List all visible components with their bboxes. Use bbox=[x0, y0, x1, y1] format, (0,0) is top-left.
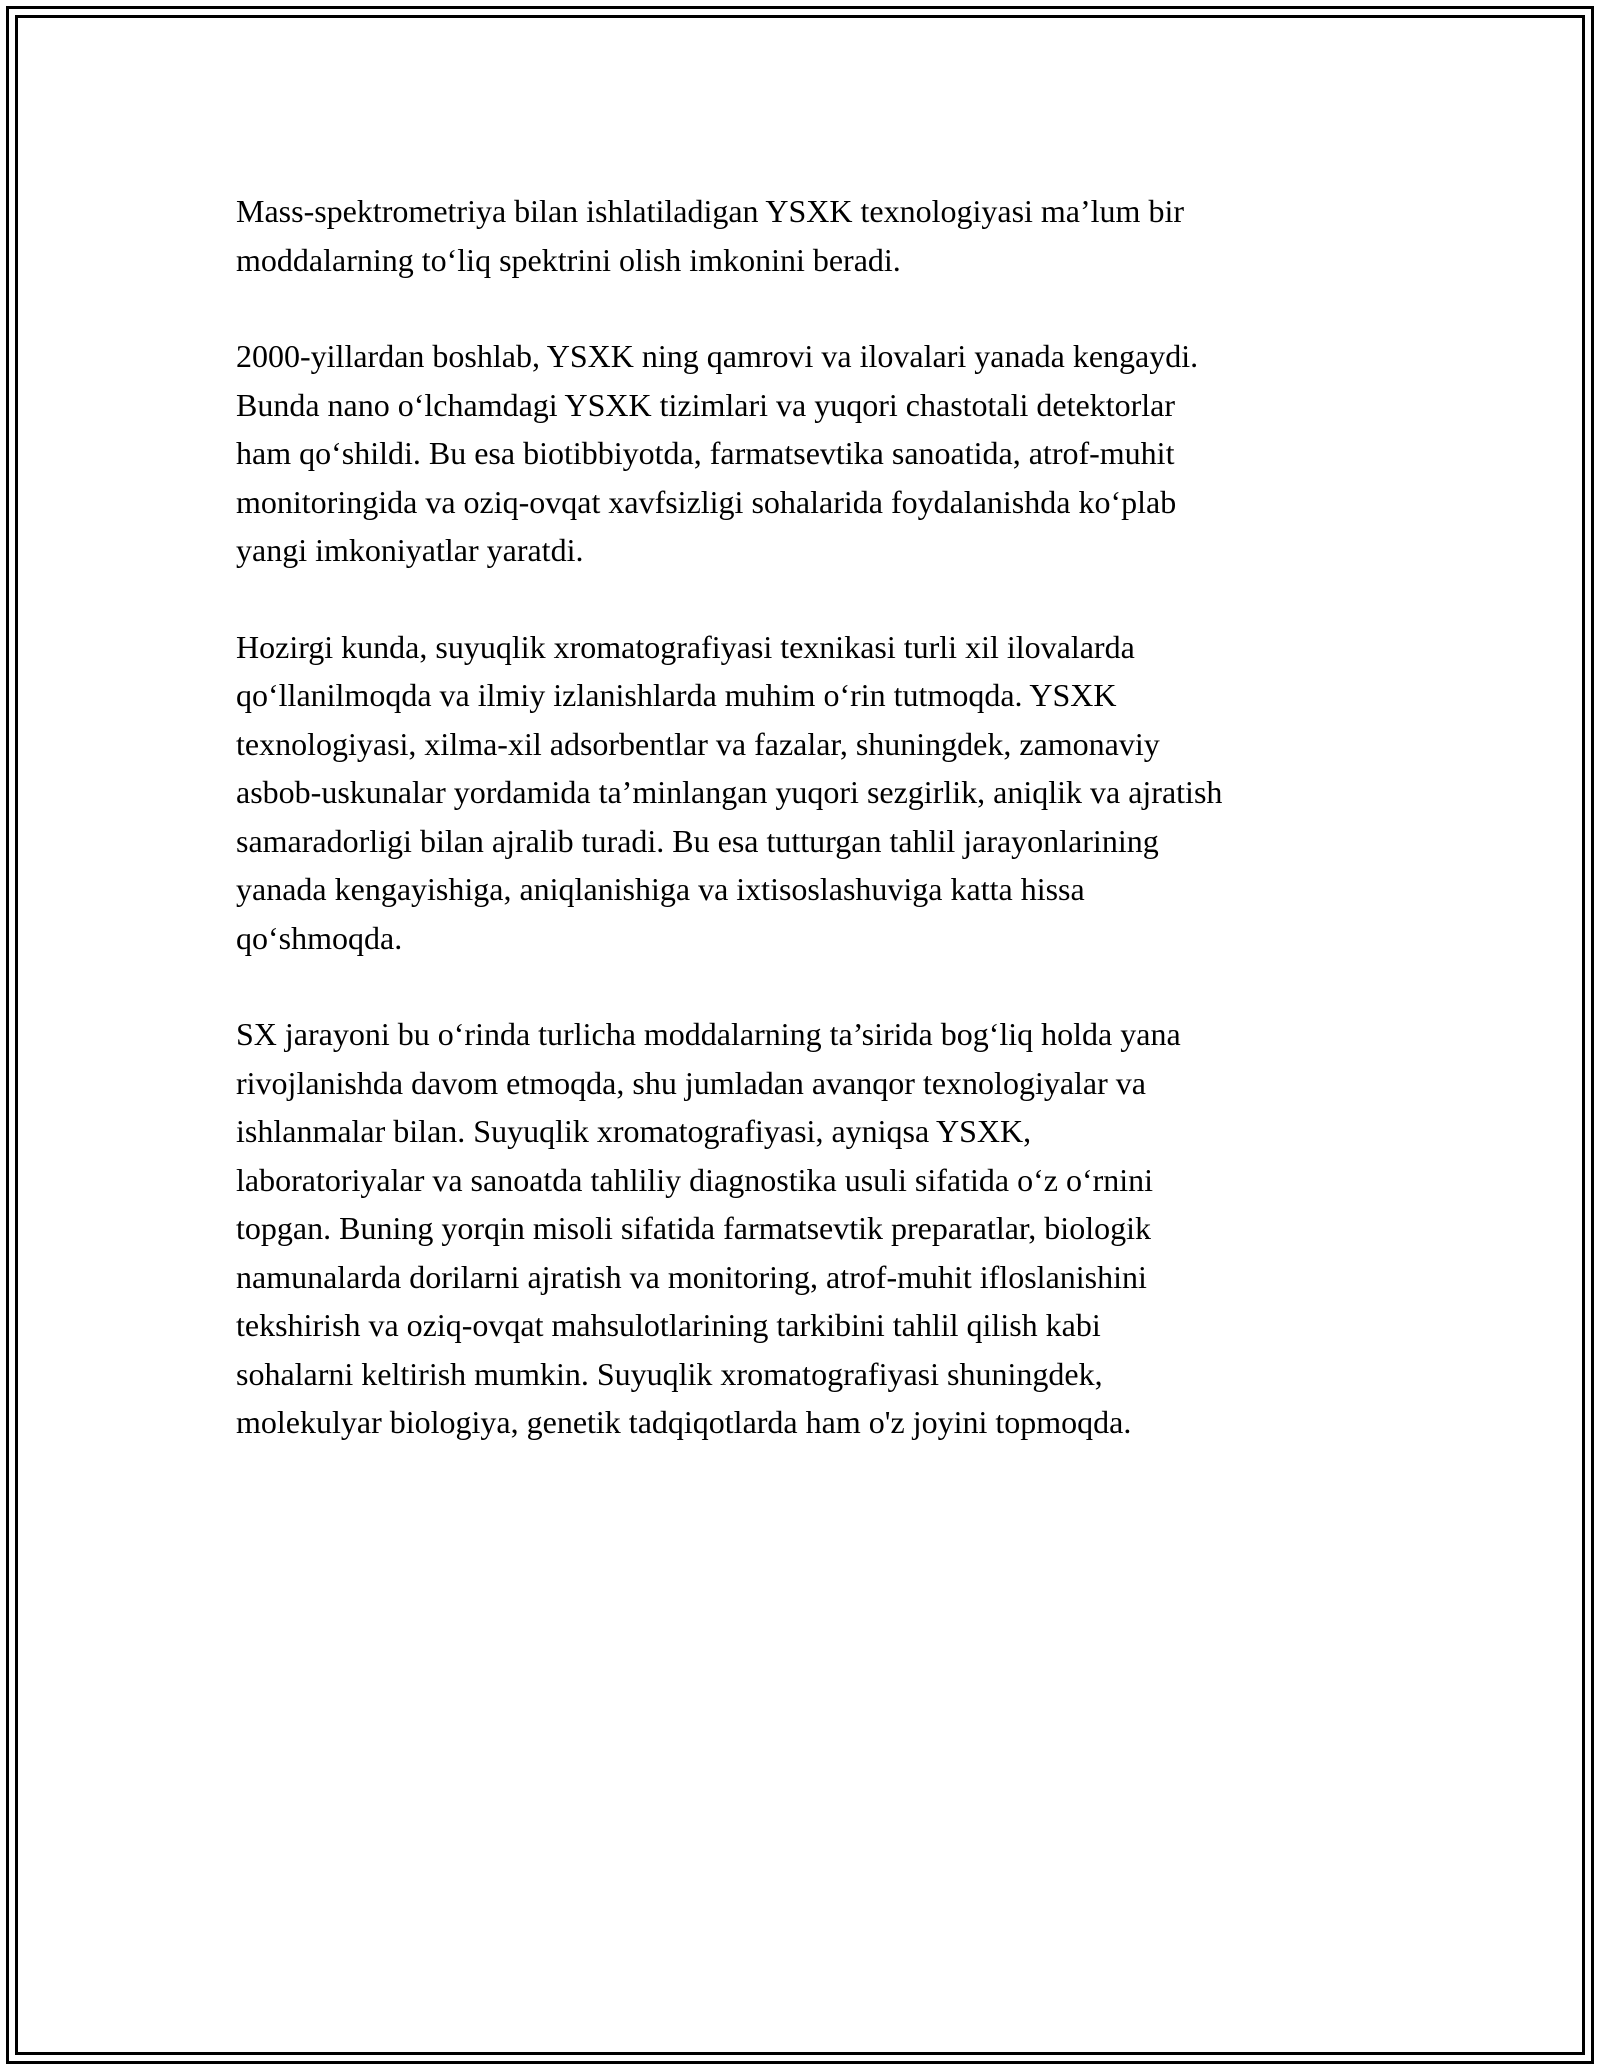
text-line: qo‘llanilmoqda va ilmiy izlanishlarda muhim o‘rin tutmoqda. YSXK bbox=[236, 677, 1117, 713]
text-line: texnologiyasi, xilma-xil adsorbentlar va fazalar, shuningdek, zamonaviy bbox=[236, 725, 1160, 762]
text-line: ham qo‘shildi. Bu esa biotibbiyotda, farmatsevtika sanoatida, atrof-muhit bbox=[236, 435, 1175, 471]
text-line: 2000-yillardan boshlab, YSXK ning qamrovi va ilovalari yanada kengaydi. bbox=[236, 338, 1199, 374]
text-line: moddalarning to‘liq spektrini olish imkonini beradi. bbox=[236, 241, 901, 278]
text-line: yanada kengayishiga, aniqlanishiga va ixtisoslashuviga katta hissa bbox=[236, 871, 1085, 907]
text-line: tekshirish va oziq-ovqat mahsulotlarining tarkibini tahlil qilish kabi bbox=[236, 1307, 1101, 1343]
document-body bbox=[236, 187, 1396, 1495]
paragraph-2000s-expansion bbox=[236, 332, 1396, 575]
paragraph-current-applications bbox=[236, 623, 1396, 963]
text-line: qo‘shmoqda. bbox=[236, 919, 403, 956]
text-line: samaradorligi bilan ajralib turadi. Bu esa tutturgan tahlil jarayonlarining bbox=[236, 822, 1159, 859]
text-line: Bunda nano o‘lchamdagi YSXK tizimlari va yuqori chastotali detektorlar bbox=[236, 386, 1175, 423]
text-line: monitoringida va oziq-ovqat xavfsizligi sohalarida foydalanishda ko‘plab bbox=[236, 483, 1177, 520]
text-line: Hozirgi kunda, suyuqlik xromatografiyasi texnikasi turli xil ilovalarda bbox=[236, 628, 1135, 665]
text-line: topgan. Buning yorqin misoli sifatida farmatsevtik preparatlar, biologik bbox=[236, 1210, 1151, 1246]
text-line: molekulyar biologiya, genetik tadqiqotlarda ham o'z joyini topmoqda. bbox=[236, 1404, 1132, 1440]
text-line: SX jarayoni bu o‘rinda turlicha moddalarning ta’sirida bog‘liq holda yana bbox=[236, 1016, 1181, 1052]
paragraph-mass-spectrometry bbox=[236, 187, 1396, 284]
text-line: asbob-uskunalar yordamida ta’minlangan yuqori sezgirlik, aniqlik va ajratish bbox=[236, 774, 1223, 810]
text-line: Mass-spektrometriya bilan ishlatiladigan YSXK texnologiyasi ma’lum bir bbox=[236, 193, 1184, 229]
text-line: rivojlanishda davom etmoqda, shu jumladan avanqor texnologiyalar va bbox=[236, 1064, 1146, 1101]
text-line: yangi imkoniyatlar yaratdi. bbox=[236, 532, 584, 568]
text-line: laboratoriyalar va sanoatda tahliliy diagnostika usuli sifatida o‘z o‘rnini bbox=[236, 1161, 1154, 1198]
text-line: namunalarda dorilarni ajratish va monitoring, atrof-muhit ifloslanishini bbox=[236, 1258, 1147, 1295]
text-line: sohalarni keltirish mumkin. Suyuqlik xromatografiyasi shuningdek, bbox=[236, 1355, 1103, 1392]
paragraph-sx-process bbox=[236, 1010, 1396, 1447]
text-line: ishlanmalar bilan. Suyuqlik xromatografiyasi, ayniqsa YSXK, bbox=[236, 1113, 1032, 1149]
